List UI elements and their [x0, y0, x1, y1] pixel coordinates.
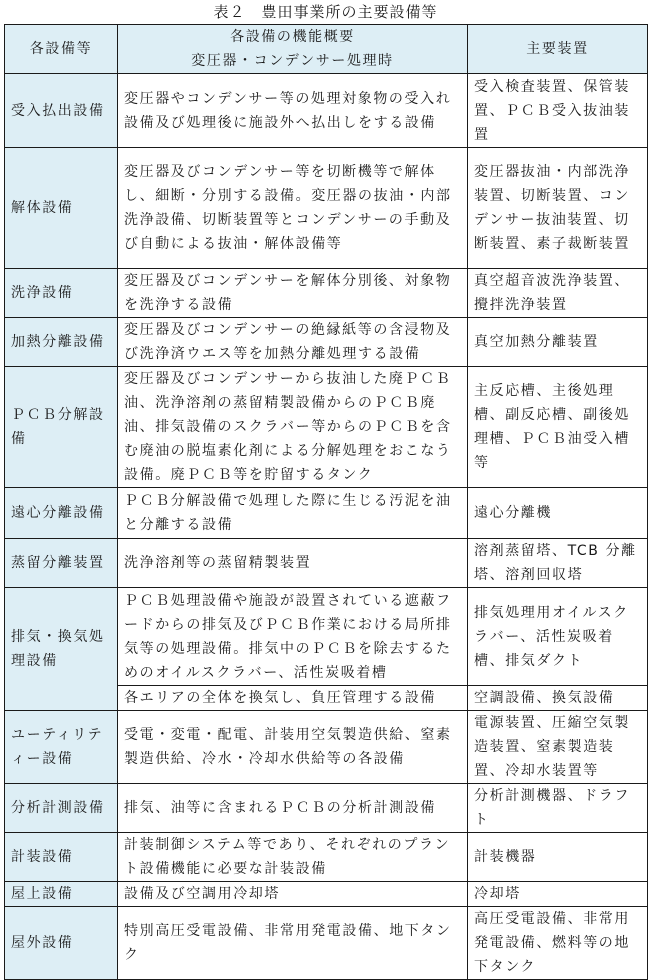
table-row: [5, 74, 648, 148]
facility-equipment: 主反応槽、主後処理槽、副反応槽、副後処理槽、ＰＣＢ油受入槽等: [468, 367, 648, 488]
table-row: [5, 148, 648, 269]
facility-equipment: 空調設備、換気設備: [468, 686, 648, 711]
facility-equipment: 真空加熱分離装置: [468, 318, 648, 367]
facility-name: ユーティリティー設備: [5, 711, 118, 784]
facility-function: ＰＣＢ分解設備で処理した際に生じる汚泥を油と分離する設備: [118, 488, 468, 539]
facility-function: 変圧器及びコンデンサーを解体分別後、対象物を洗浄する設備: [118, 269, 468, 318]
facility-function: 各エリアの全体を換気し、負圧管理する設備: [118, 686, 468, 711]
header-facility: 各設備等: [5, 25, 118, 74]
facility-name: 分析計測設備: [5, 784, 118, 833]
table-row: [5, 588, 648, 686]
facility-name: 解体設備: [5, 148, 118, 269]
facility-function: ＰＣＢ処理設備や施設が設置されている遮蔽フードからの排気及びＰＣＢ作業における局所排気等の処理設備。排気中のＰＣＢを除去するためのオイルスクラバー、活性炭吸着槽: [118, 588, 468, 686]
facility-function: 変圧器やコンデンサー等の処理対象物の受入れ設備及び処理後に施設外へ払出しをする設備: [118, 74, 468, 148]
table-row: [5, 539, 648, 588]
table-row: [5, 488, 648, 539]
table-row: [5, 907, 648, 980]
facility-name: 計装設備: [5, 833, 118, 882]
facility-function: 特別高圧受電設備、非常用発電設備、地下タンク: [118, 907, 468, 980]
table-row: [5, 269, 648, 318]
facility-function: 変圧器及びコンデンサーから抜油した廃ＰＣＢ油、洗浄溶剤の蒸留精製設備からのＰＣＢ廃油、排気設備のスクラバー等からのＰＣＢを含む廃油の脱塩素化剤による分解処理をおこなう設備。廃ＰＣＢ等を貯留するタンク: [118, 367, 468, 488]
facility-equipment: 変圧器抜油・内部洗浄装置、切断装置、コンデンサー抜油装置、切断装置、素子裁断装置: [468, 148, 648, 269]
facility-function: 変圧器及びコンデンサー等を切断機等で解体し、細断・分別する設備。変圧器の抜油・内部洗浄設備、切断装置等とコンデンサーの手動及び自動による抜油・解体設備等: [118, 148, 468, 269]
table-caption: 表２ 豊田事業所の主要設備等: [213, 3, 438, 21]
facility-equipment: 受入検査装置、保管装置、ＰＣＢ受入抜油装置: [468, 74, 648, 148]
header-equipment: 主要装置: [468, 25, 648, 74]
facility-function: 変圧器及びコンデンサーの絶縁紙等の含浸物及び洗浄済ウエス等を加熱分離処理する設備: [118, 318, 468, 367]
table-row: [5, 784, 648, 833]
facility-equipment: 冷却塔: [468, 882, 648, 907]
table-row: [5, 833, 648, 882]
header-function-line1: 各設備の機能概要: [230, 29, 355, 45]
facility-name: 屋上設備: [5, 882, 118, 907]
table-row: [5, 367, 648, 488]
facility-equipment: 高圧受電設備、非常用発電設備、燃料等の地下タンク: [468, 907, 648, 980]
facility-name: 遠心分離設備: [5, 488, 118, 539]
facility-name: 排気・換気処理設備: [5, 588, 118, 711]
facility-name: 受入払出設備: [5, 74, 118, 148]
facility-name: ＰＣＢ分解設備: [5, 367, 118, 488]
facility-name: 屋外設備: [5, 907, 118, 980]
facility-name: 洗浄設備: [5, 269, 118, 318]
table-header-row: [5, 25, 648, 74]
table-row: [5, 711, 648, 784]
facility-function: 計装制御システム等であり、それぞれのプラント設備機能に必要な計装設備: [118, 833, 468, 882]
table-row: [5, 318, 648, 367]
facility-function: 設備及び空調用冷却塔: [118, 882, 468, 907]
facility-equipment: 遠心分離機: [468, 488, 648, 539]
facility-function: 洗浄溶剤等の蒸留精製装置: [118, 539, 468, 588]
facility-name: 蒸留分離装置: [5, 539, 118, 588]
facility-equipment: 排気処理用オイルスクラバー、活性炭吸着槽、排気ダクト: [468, 588, 648, 686]
facility-equipment: 真空超音波洗浄装置、攪拌洗浄装置: [468, 269, 648, 318]
facility-function: 受電・変電・配電、計装用空気製造供給、窒素製造供給、冷水・冷却水供給等の各設備: [118, 711, 468, 784]
facility-function: 排気、油等に含まれるＰＣＢの分析計測設備: [118, 784, 468, 833]
header-function-line2: 変圧器・コンデンサー処理時: [191, 53, 394, 69]
table-row: [5, 882, 648, 907]
header-function: [118, 25, 468, 74]
facility-name: 加熱分離設備: [5, 318, 118, 367]
facility-equipment: 溶剤蒸留塔、TCB 分離塔、溶剤回収塔: [468, 539, 648, 588]
facility-equipment: 電源装置、圧縮空気製造装置、窒素製造装置、冷却水装置等: [468, 711, 648, 784]
facility-equipment: 分析計測機器、ドラフト: [468, 784, 648, 833]
facility-equipment: 計装機器: [468, 833, 648, 882]
facility-table: [4, 24, 648, 980]
